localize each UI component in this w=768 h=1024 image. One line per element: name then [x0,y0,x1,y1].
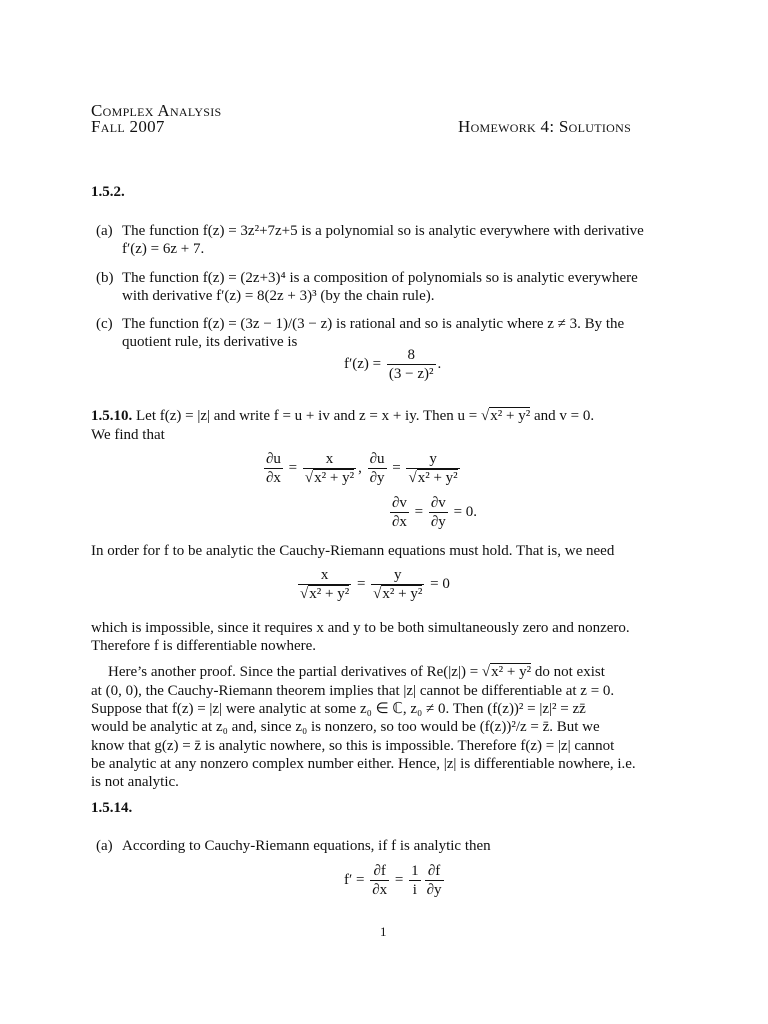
equation-cauchy-riemann-condition: $\frac{x}{\text{√x² + y²}}$ = $\frac{y}{\text{√x² + y²}}$ = 0 [300,567,450,602]
equation-period: . [437,355,442,372]
denominator: ∂x [266,470,281,486]
item-label-b: (b) [96,270,114,286]
paragraph-1-5-10-line-1: 1.5.10. Let f(z) = |z| and write f = u + iv and z = x + iy. Then u = √x² + y² and v = 0. [91,408,595,424]
equation-derivative-c [344,346,441,383]
denominator: √x² + y² [408,470,458,486]
denominator: ∂y [426,882,442,898]
numerator: 8 [387,346,436,365]
fraction [298,566,351,603]
denominator: ∂y [369,470,385,486]
text-segment: Here’s another proof. Since the partial derivatives of Re(|z|) = [108,664,479,680]
paragraph-impossible-line-2: Therefore f is differentiable nowhere. [91,638,317,654]
paragraph-another-proof-line-4: would be analytic at z₀ and, since z₀ is nonzero, so too would be (f(z))²/z = z̄. But we [91,719,600,735]
numerator: ∂f [370,862,389,881]
fraction [409,862,421,899]
numerator: 1 [411,863,419,879]
radicand: x² + y² [491,664,532,680]
radicand: x² + y² [382,586,423,602]
section-heading-1-5-14: 1.5.14. [91,800,133,816]
fraction [370,862,389,899]
page-number: 1 [380,924,387,939]
section-heading-1-5-10: 1.5.10. [91,408,133,424]
radicand: x² + y² [490,408,531,424]
equation-lhs: f′ = [344,871,365,888]
radicand: x² + y² [309,586,350,602]
fraction [371,566,424,603]
numerator: ∂f [425,862,444,881]
denominator: ∂x [372,882,388,898]
paragraph-another-proof-line-6: be analytic at any nonzero complex number either. Hence, |z| is differentiable nowhere, i.e. [91,756,636,772]
radicand: x² + y² [417,470,458,486]
course-name: Complex Analysis [91,101,222,120]
numerator: ∂u [266,451,281,467]
item-a-1514-line-1: According to Cauchy-Riemann equations, if f is analytic then [122,838,491,854]
numerator: ∂u [369,451,385,467]
denominator: i [412,882,417,898]
item-a-line-2: f′(z) = 6z + 7. [122,241,205,257]
item-label-c: (c) [96,316,113,332]
numerator: x [303,450,356,469]
equation-lhs: f′(z) = [344,355,382,372]
fraction [368,450,387,487]
item-b-line-1: The function f(z) = (2z+3)⁴ is a composition of polynomials so is analytic everywhere [122,270,638,286]
equation-tail: = 0. [453,503,478,520]
text-segment: do not exist [534,664,605,680]
numerator: y [371,566,424,585]
fraction [264,450,283,487]
fraction [429,494,448,531]
fraction [387,346,436,383]
denominator: √x² + y² [304,470,355,486]
equation-partials-u: $\frac{\partial u}{\partial x}$ = $\frac{x}{\text{√x² + y²}}$ , $\frac{\partial u}{\partial y}$ = $\frac{y}{\text{√x² + y²}}$ [266,451,458,486]
numerator: ∂v [392,495,407,511]
paragraph-another-proof-line-1: Here’s another proof. Since the partial derivatives of Re(|z|) = √x² + y² do not exist [108,664,605,680]
page-title: Homework 4: Solutions [458,117,632,136]
denominator: √x² + y² [300,586,350,602]
paragraph-another-proof-line-2: at (0, 0), the Cauchy-Riemann theorem implies that |z| cannot be differentiable at z = 0. [91,683,615,699]
paragraph-another-proof-line-3: Suppose that f(z) = |z| were analytic at some z₀ ∈ ℂ, z₀ ≠ 0. Then (f(z))² = |z|² = zz̄ [91,701,586,717]
item-c-line-1: The function f(z) = (3z − 1)/(3 − z) is rational and so is analytic where z ≠ 3. By the [122,316,625,332]
item-label-a-1514: (a) [96,838,113,854]
section-heading-1-5-2: 1.5.2. [91,184,125,200]
numerator: x [298,566,351,585]
numerator: y [406,450,459,469]
course-term: Fall 2007 [91,117,165,136]
fraction [390,494,409,531]
equation-partials-v: $\frac{\partial v}{\partial x}$ = $\frac{\partial v}{\partial y}$ = 0. [392,495,478,530]
equation-tail: = 0 [430,575,450,592]
paragraph-1-5-10-line-2: We find that [91,427,165,443]
item-b-line-2: with derivative f′(z) = 8(2z + 3)³ (by the chain rule). [122,288,435,304]
item-a-line-1: The function f(z) = 3z²+7z+5 is a polynomial so is analytic everywhere with derivative [122,223,644,239]
denominator: ∂x [392,514,407,530]
denominator: ∂y [430,514,446,530]
paragraph-cauchy-riemann: In order for f to be analytic the Cauchy-Riemann equations must hold. That is, we need [91,543,615,559]
radicand: x² + y² [314,470,355,486]
text-segment: Let f(z) = |z| and write f = u + iv and z = x + iy. Then u = [136,408,478,424]
fraction [303,450,356,487]
denominator: (3 − z)² [388,366,434,382]
fraction [425,862,444,899]
paragraph-another-proof-line-5: know that g(z) = z̄ is analytic nowhere, so this is impossible. Therefore f(z) = |z| cannot [91,738,615,754]
fraction [406,450,459,487]
paragraph-another-proof-line-7: is not analytic. [91,774,179,790]
paragraph-impossible-line-1: which is impossible, since it requires x and y to be both simultaneously zero and nonzero. [91,620,630,636]
item-c-line-2: quotient rule, its derivative is [122,334,298,350]
text-segment: and v = 0. [533,408,595,424]
equation-cauchy-riemann-derivative: f′ = $\frac{\partial f}{\partial x}$ = $\frac{1}{i}$ $\frac{\partial f}{\partial y}$ [344,863,442,898]
item-label-a: (a) [96,223,113,239]
denominator: √x² + y² [373,586,423,602]
numerator: ∂v [430,495,446,511]
